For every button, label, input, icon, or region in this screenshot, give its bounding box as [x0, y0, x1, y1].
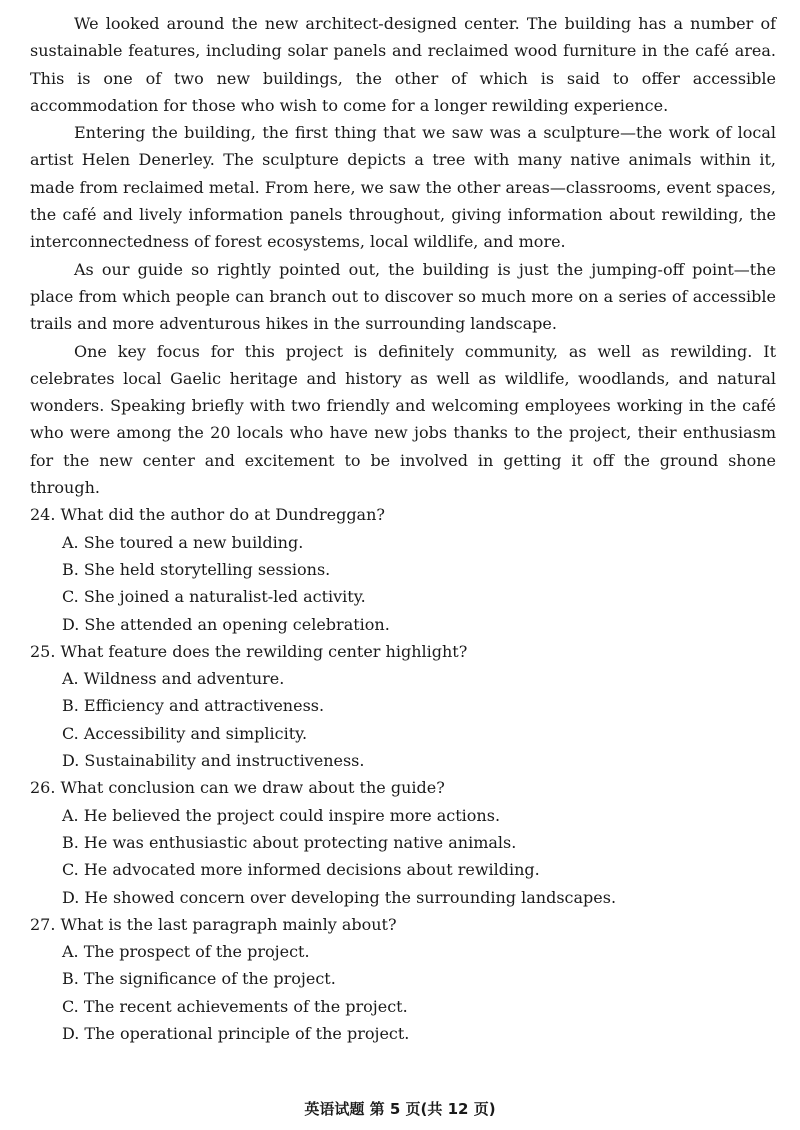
option-b: B. The significance of the project. [62, 969, 336, 989]
question-25 [30, 638, 776, 774]
exam-page [30, 10, 776, 1047]
question-26 [30, 774, 776, 910]
question-stem: 26. What conclusion can we draw about the guide? [30, 778, 445, 798]
passage-paragraph-3: As our guide so rightly pointed out, the building is just the jumping-off point—the place from which people can branch out to discover so much more on a series of accessible trails and more adventurous hikes in the surrounding landscape. [30, 259, 776, 334]
option-d: D. The operational principle of the project. [62, 1023, 410, 1043]
option-a: A. Wildness and adventure. [62, 669, 285, 689]
option-c: C. She joined a naturalist-led activity. [62, 587, 366, 607]
question-stem: 24. What did the author do at Dundreggan? [30, 505, 385, 525]
option-c: C. The recent achievements of the project. [62, 996, 408, 1016]
option-a: A. She toured a new building. [62, 532, 304, 552]
option-a: A. The prospect of the project. [62, 942, 310, 962]
option-c: C. He advocated more informed decisions about rewilding. [62, 860, 540, 880]
option-c: C. Accessibility and simplicity. [62, 723, 308, 743]
option-a: A. He believed the project could inspire more actions. [62, 805, 501, 825]
option-b: B. She held storytelling sessions. [62, 559, 331, 579]
passage-paragraph-1: We looked around the new architect-designed center. The building has a number of sustainable features, including solar panels and reclaimed wood furniture in the café area. This is one of two new buildings, the other of which is said to offer accessible accommodation for those who wish to come for a longer rewilding experience. [30, 14, 776, 115]
option-d: D. Sustainability and instructiveness. [62, 751, 365, 771]
question-27 [30, 911, 776, 1047]
reading-passage [30, 10, 776, 501]
question-stem: 25. What feature does the rewilding center highlight? [30, 641, 468, 661]
passage-paragraph-4: One key focus for this project is definitely community, as well as rewilding. It celebrates local Gaelic heritage and history as well as wildlife, woodlands, and natural wonders. Speaking briefly with two friendly and welcoming employees working in the café who were among the 20 locals who have new jobs thanks to the project, their enthusiasm for the new center and excitement to be involved in getting it off the ground shone through. [30, 341, 776, 498]
page-footer: 英语试题 第 5 页(共 12 页) [304, 1100, 496, 1118]
question-list [30, 501, 776, 1047]
question-stem: 27. What is the last paragraph mainly about? [30, 914, 397, 934]
passage-paragraph-2: Entering the building, the first thing that we saw was a sculpture—the work of local artist Helen Denerley. The sculpture depicts a tree with many native animals within it, made from reclaimed metal. From here, we saw the other areas—classrooms, event spaces, the café and lively information panels throughout, giving information about rewilding, the interconnectedness of forest ecosystems, local wildlife, and more. [30, 123, 776, 252]
option-d: D. He showed concern over developing the surrounding landscapes. [62, 887, 617, 907]
option-d: D. She attended an opening celebration. [62, 614, 390, 634]
option-b: B. He was enthusiastic about protecting native animals. [62, 832, 517, 852]
question-24 [30, 501, 776, 637]
option-b: B. Efficiency and attractiveness. [62, 696, 325, 716]
